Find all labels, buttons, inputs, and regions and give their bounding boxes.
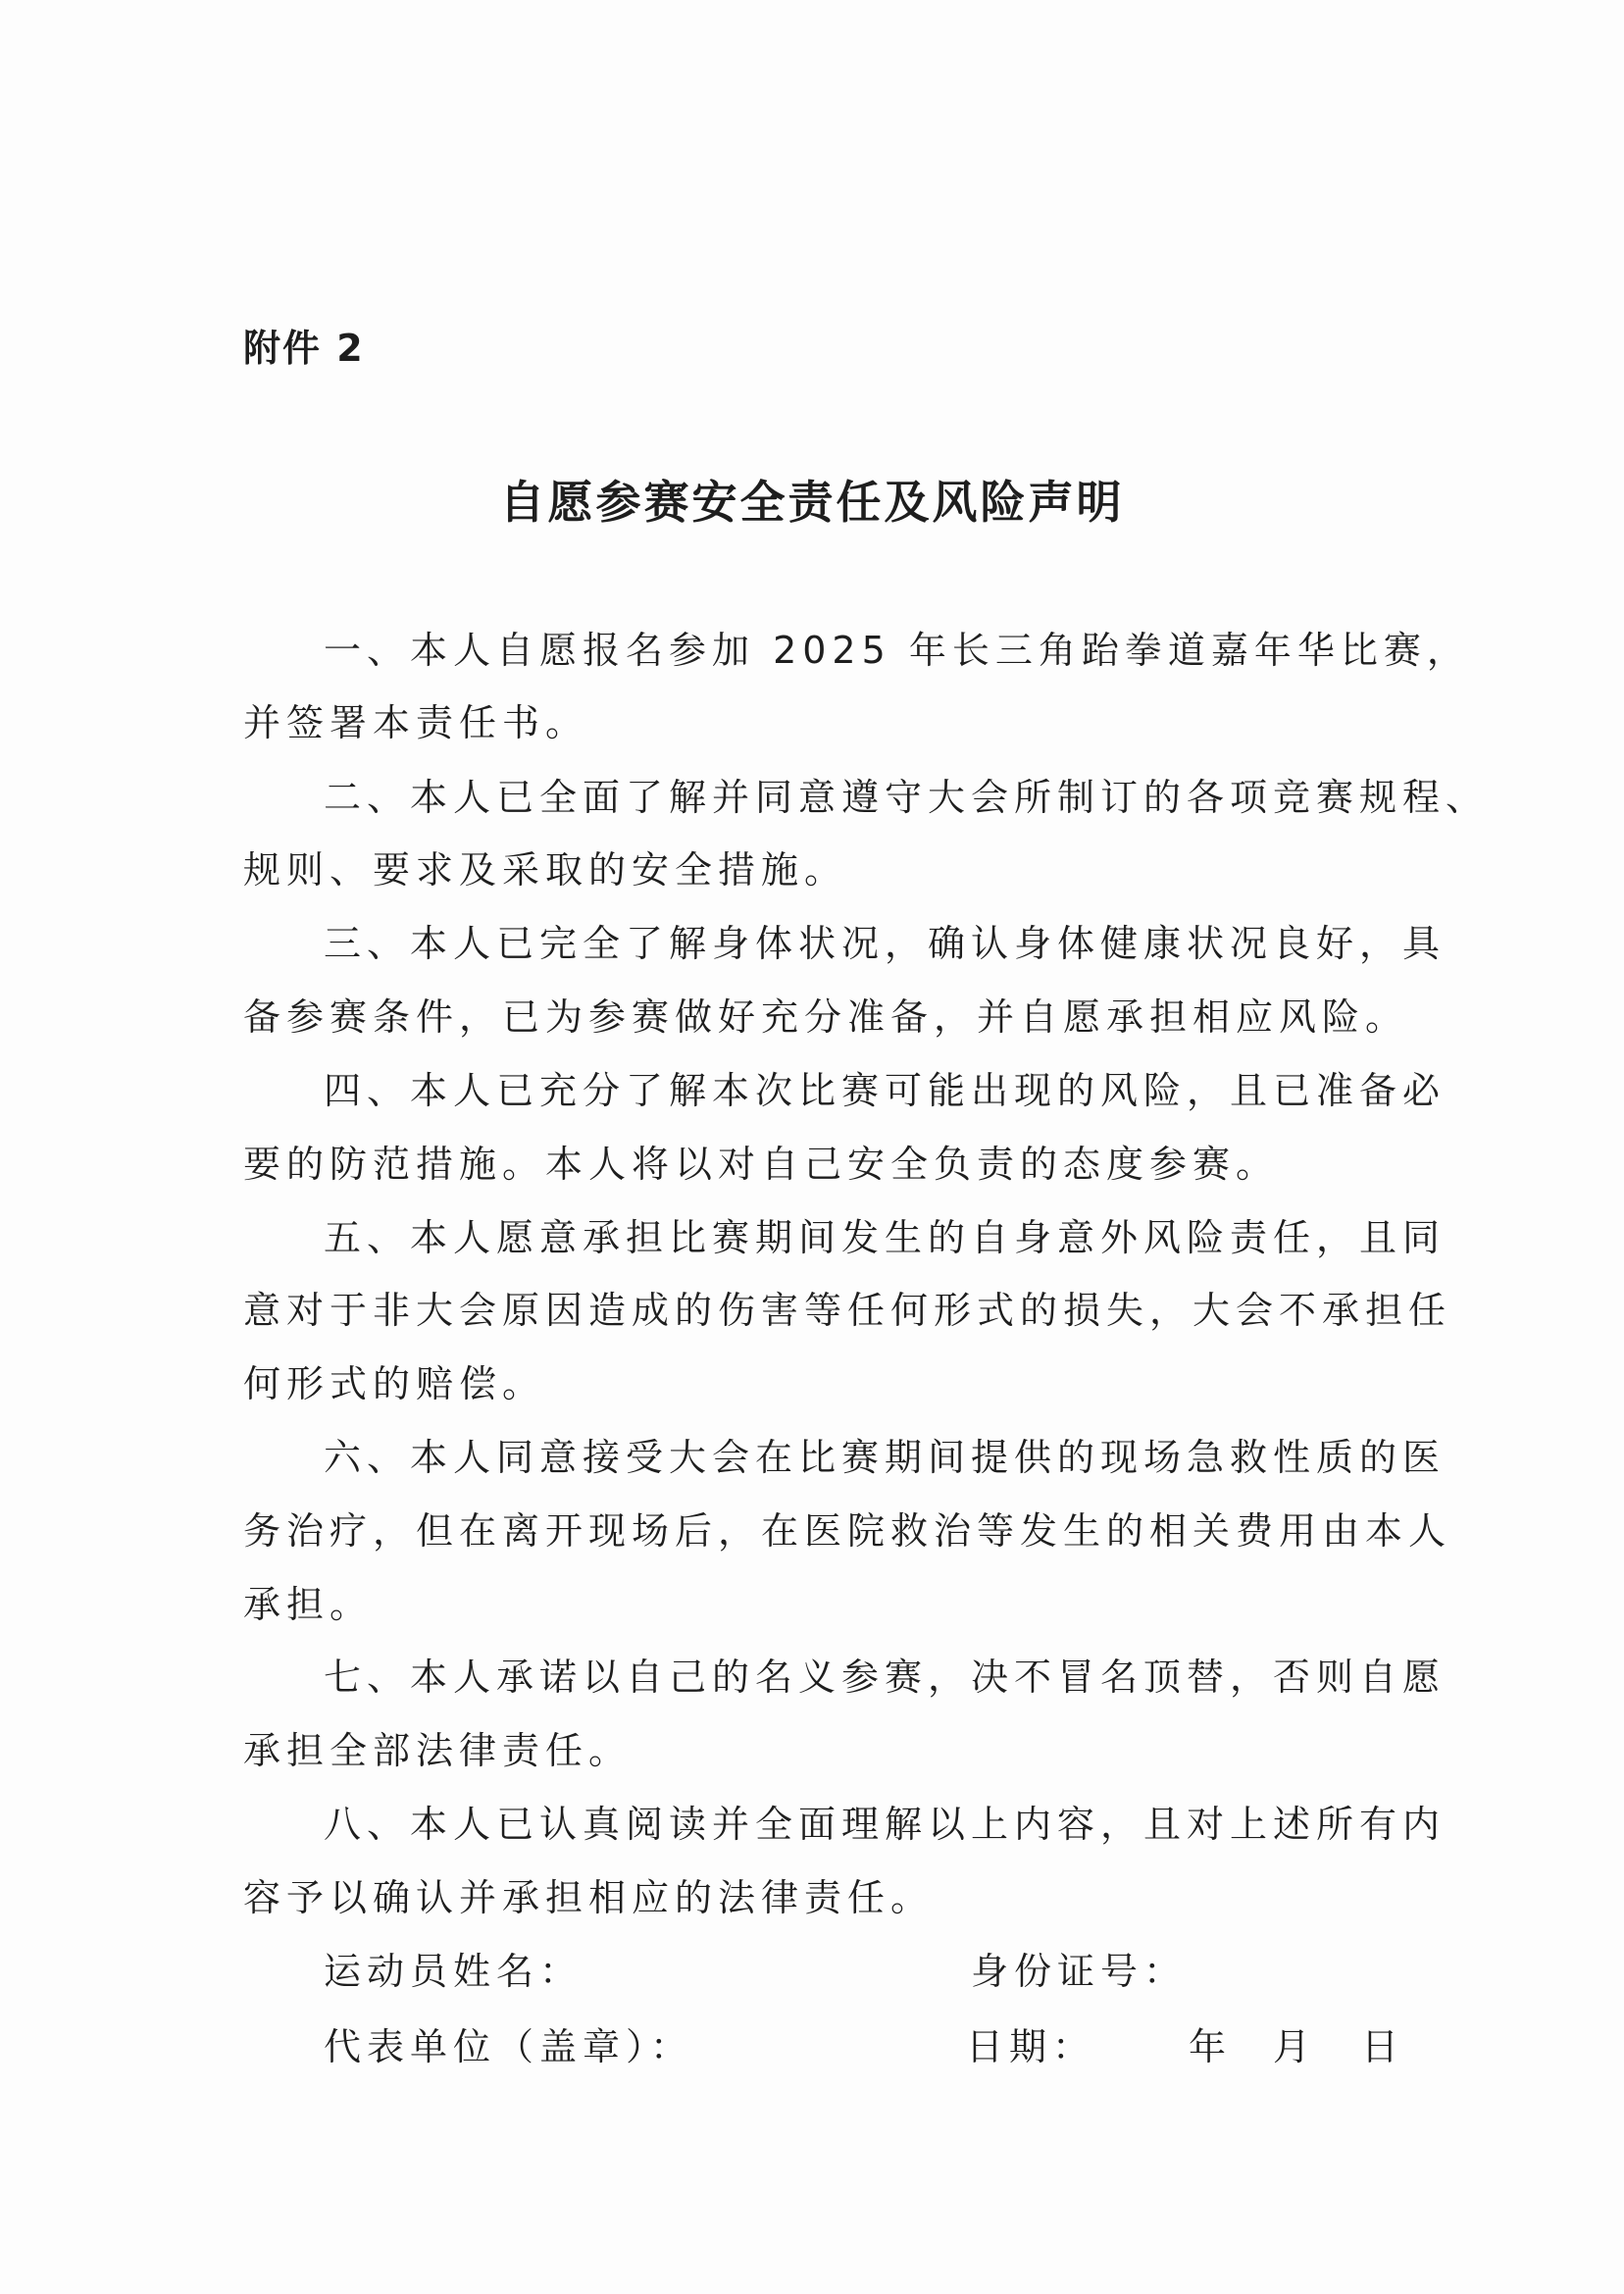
clause-8-line-2: 容予以确认并承担相应的法律责任。: [243, 1876, 935, 1919]
clause-6-line-2: 务治疗，但在离开现场后，在医院救治等发生的相关费用由本人: [243, 1509, 1452, 1553]
unit-seal-label: 代表单位（盖章）：: [324, 2025, 694, 2068]
day-label: 日: [1361, 2025, 1399, 2068]
clause-2-line-2: 规则、要求及采取的安全措施。: [243, 848, 848, 892]
year-label: 年: [1189, 2025, 1227, 2068]
clause-7-line-1: 七、本人承诺以自己的名义参赛，决不冒名顶替，否则自愿: [324, 1656, 1446, 1699]
clause-5-line-1: 五、本人愿意承担比赛期间发生的自身意外风险责任，且同: [324, 1216, 1446, 1259]
clause-8-line-1: 八、本人已认真阅读并全面理解以上内容，且对上述所有内: [324, 1803, 1446, 1846]
clause-6-line-3: 承担。: [243, 1583, 374, 1626]
clause-1-line-1: 一、本人自愿报名参加 2025 年长三角跆拳道嘉年华比赛，: [324, 629, 1470, 672]
clause-6-line-1: 六、本人同意接受大会在比赛期间提供的现场急救性质的医: [324, 1436, 1446, 1479]
clause-3-line-1: 三、本人已完全了解身体状况，确认身体健康状况良好，具: [324, 922, 1446, 965]
month-label: 月: [1273, 2025, 1311, 2068]
id-number-label: 身份证号：: [971, 1950, 1188, 1993]
clause-2-line-1: 二、本人已全面了解并同意遵守大会所制订的各项竞赛规程、: [324, 776, 1490, 819]
document-title: 自愿参赛安全责任及风险声明: [499, 476, 1125, 529]
clause-7-line-2: 承担全部法律责任。: [243, 1729, 633, 1772]
clause-1-line-2: 并签署本责任书。: [243, 701, 589, 744]
athlete-name-label: 运动员姓名：: [324, 1950, 584, 1993]
clause-5-line-3: 何形式的赔偿。: [243, 1362, 546, 1405]
annex-label: 附件 2: [243, 327, 365, 370]
clause-3-line-2: 备参赛条件，已为参赛做好充分准备，并自愿承担相应风险。: [243, 995, 1409, 1039]
date-label: 日期：: [966, 2025, 1096, 2068]
clause-4-line-1: 四、本人已充分了解本次比赛可能出现的风险，且已准备必: [324, 1069, 1446, 1112]
clause-5-line-2: 意对于非大会原因造成的伤害等任何形式的损失，大会不承担任: [243, 1289, 1452, 1332]
clause-4-line-2: 要的防范措施。本人将以对自己安全负责的态度参赛。: [243, 1143, 1280, 1186]
